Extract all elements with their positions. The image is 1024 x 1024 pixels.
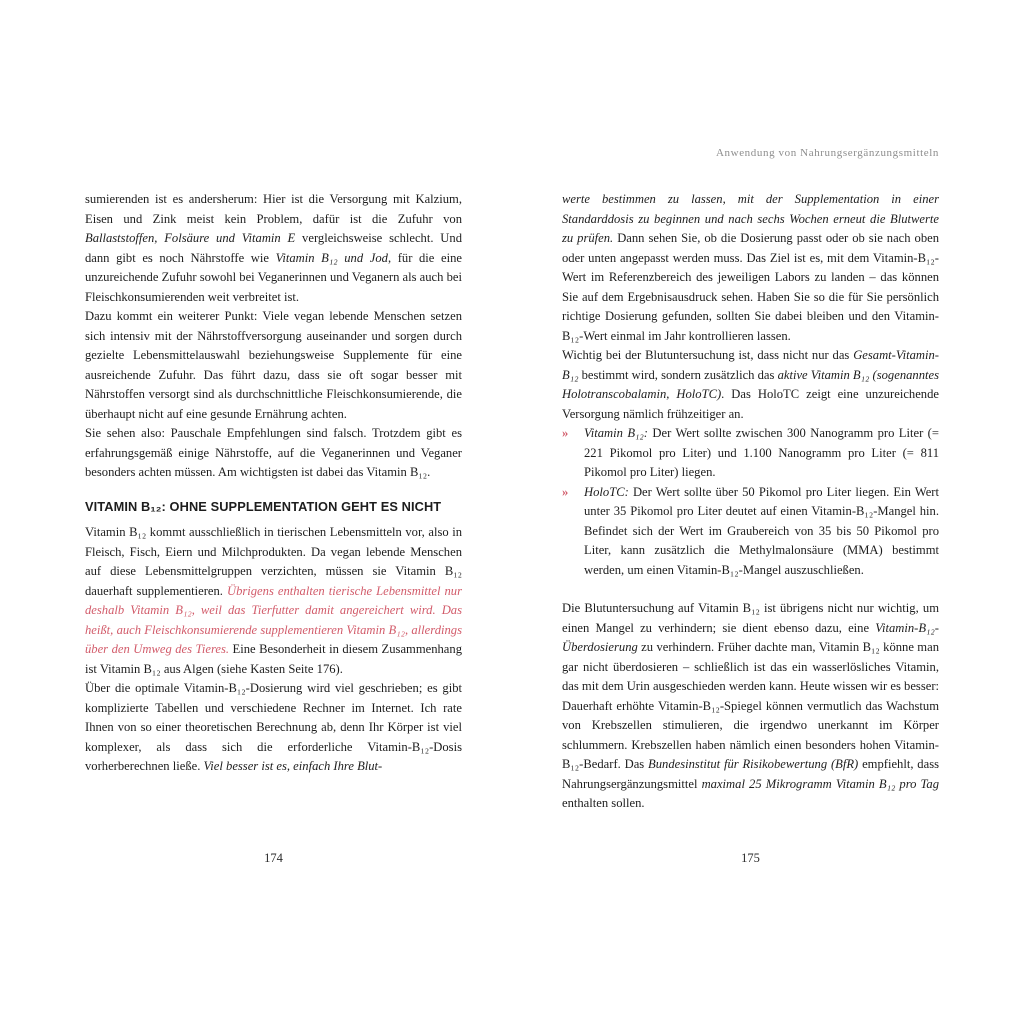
paragraph — [85, 523, 462, 679]
paragraph-gap — [562, 580, 939, 599]
text-run: Vitamin B₁₂: — [584, 426, 648, 440]
text-run: Der Wert sollte zwischen 300 Nanogramm pro Liter (= 221 Pikomol pro Liter) und 1.100 Nanogramm pro Liter (= 811 Pikomol pro Liter) liegen. — [584, 426, 939, 479]
list-item — [562, 424, 939, 483]
running-header: Anwendung von Nahrungsergänzungsmitteln — [716, 147, 939, 159]
page-number-left: 174 — [264, 851, 283, 865]
list-bullet-icon: » — [562, 426, 569, 440]
text-run: Sie sehen also: Pauschale Empfehlungen sind falsch. Trotzdem gibt es erfahrungsgemäß einige Nährstoffe, auf die Veganerinnen und Veganer besonders achten müssen. Am wichtigsten ist dabei das Vitamin B₁₂. — [85, 426, 462, 479]
text-run: werte bestimmen zu lassen, mit der Supplementation in einer Standarddosis zu beginnen und nach sechs Wochen erneut die Blutwerte zu prüfen. — [562, 192, 939, 245]
text-run: maximal 25 Mikrogramm Vitamin B₁₂ pro Tag — [701, 776, 939, 791]
text-run: Gesamt-Vitamin-B₁₂ — [562, 348, 939, 382]
paragraph — [85, 424, 462, 483]
text-run: Vitamin B₁₂ kommt ausschließlich in tierischen Lebensmitteln vor, also in Fleisch, Fisch, Eiern und Milchprodukten. Da vegan lebende Menschen auf diese Lebensmittelgruppen verzichten, müssen sie Vitamin B₁₂ dauerhaft supplementieren. — [85, 525, 462, 598]
paragraph — [562, 599, 939, 814]
text-run: HoloTC: — [584, 484, 629, 499]
text-run: sumierenden ist es andersherum: Hier ist die Versorgung mit Kalzium, Eisen und Zink meist kein Problem, dafür ist die Zufuhr von — [85, 192, 462, 226]
text-run: . Das HoloTC zeigt eine unzureichende Versorgung nämlich frühzeitiger an. — [562, 387, 939, 421]
text-run: , für die eine unzureichende Zufuhr sowohl bei Veganerinnen und Veganern als auch bei Fleischkonsumierenden weit verbreitet ist. — [85, 250, 462, 304]
text-run: bestimmt wird, sondern zusätzlich das — [578, 367, 778, 382]
text-run: Der Wert sollte über 50 Pikomol pro Liter liegen. Ein Wert unter 35 Pikomol pro Liter deutet auf einen Vitamin-B₁₂-Mangel hin. Befindet sich der Wert im Graubereich von 35 bis 50 Pikomol pro Liter, kann zusätzlich die Methylmalonsäure (MMA) bestimmt werden, um einen Vitamin-B₁₂-Mangel auszuschließen. — [584, 484, 939, 577]
list-bullet-icon: » — [562, 484, 569, 499]
list-item — [562, 483, 939, 581]
paragraph — [562, 346, 939, 424]
text-run: Die Blutuntersuchung auf Vitamin B₁₂ ist übrigens nicht nur wichtig, um einen Mangel zu verhindern; sie dient ebenso dazu, eine — [562, 601, 939, 635]
page-left-text — [85, 190, 462, 777]
text-run: Vitamin B₁₂ und Jod — [275, 250, 388, 265]
paragraph — [85, 679, 462, 777]
paragraph — [85, 307, 462, 424]
page-right-text — [562, 190, 939, 814]
text-run: VITAMIN B₁₂: OHNE SUPPLEMENTATION GEHT ES NICHT — [85, 498, 442, 514]
text-run: Eine Besonderheit in diesem Zusammenhang ist Vitamin B₁₂ aus Algen (siehe Kasten Seite 176). — [85, 642, 462, 676]
text-run: Ballaststoffen, Folsäure und Vitamin E — [85, 231, 296, 245]
text-run: Viel besser ist es, einfach Ihre Blut- — [203, 759, 383, 773]
text-run: Übrigens enthalten tierische Lebensmittel nur deshalb Vitamin B₁₂, weil das Tierfutter damit angereichert wird. Das heißt, auch Fleischkonsumierende supplementieren Vitamin B₁₂, allerdings über den Umweg des Tieres. — [85, 583, 462, 656]
page-number-right: 175 — [741, 851, 760, 865]
text-run: Dann sehen Sie, ob die Dosierung passt oder ob sie nach oben oder unten angepasst werden muss. Das Ziel ist es, mit dem Vitamin-B₁₂-Wert im Referenzbereich des jeweiligen Labors zu landen – das können Sie auf dem Ergebnisausdruck sehen. Haben Sie so die für Sie persönlich richtige Dosierung gefunden, sollten Sie dabei bleiben und den Vitamin-B₁₂-Wert einmal im Jahr kontrollieren lassen. — [562, 231, 940, 343]
text-run: enthalten sollen. — [562, 796, 645, 810]
text-run: Über die optimale Vitamin-B₁₂-Dosierung wird viel geschrieben; es gibt komplizierte Tabellen und verschiedene Rechner im Internet. Ich rate Ihnen von so einer theoretischen Berechnung ab, denn Ihr Körper ist viel komplexer, als dass sich die erforderliche Vitamin-B₁₂-Dosis vorherberechnen ließe. — [85, 681, 462, 773]
section-heading — [85, 497, 462, 517]
text-run: zu verhindern. Früher dachte man, Vitamin B₁₂ könne man gar nicht überdosieren – schließlich ist das ein wasserlösliches Vitamin, das mit dem Urin ausgeschieden werden kann. Heute wissen wir es besser: Dauerhaft erhöhte Vitamin-B₁₂-Spiegel können vermutlich das Wachstum von Krebszellen stimulieren, die irgendwo unerkannt im Körper schlummern. Krebszellen haben nämlich einen besonders hohen Vitamin-B₁₂-Bedarf. Das — [562, 640, 940, 771]
text-run: Vitamin-B₁₂-Überdosierung — [562, 620, 939, 654]
text-run: empfiehlt, dass Nahrungsergänzungsmittel — [562, 757, 939, 791]
paragraph — [562, 190, 939, 346]
text-run: aktive Vitamin B₁₂ (sogenanntes Holotranscobalamin, HoloTC) — [562, 367, 939, 401]
text-run: vergleichsweise schlecht. Und dann gibt es noch Nährstoffe wie — [85, 231, 462, 265]
text-run: Dazu kommt ein weiterer Punkt: Viele vegan lebende Menschen setzen sich intensiv mit der Nährstoffversorgung auseinander und sorgen durch gezielte Lebensmittelauswahl beziehungsweise Supplemente für eine ausreichende Zufuhr. Das führt dazu, dass sie oft sogar besser mit Nährstoffen versorgt sind als durchschnittliche Fleischkonsumierende, die überhaupt nicht auf eine gesunde Ernährung achten. — [85, 309, 462, 421]
paragraph — [85, 190, 462, 307]
text-run: Bundesinstitut für Risikobewertung (BfR) — [648, 757, 859, 771]
text-run: Wichtig bei der Blutuntersuchung ist, dass nicht nur das — [562, 348, 854, 362]
